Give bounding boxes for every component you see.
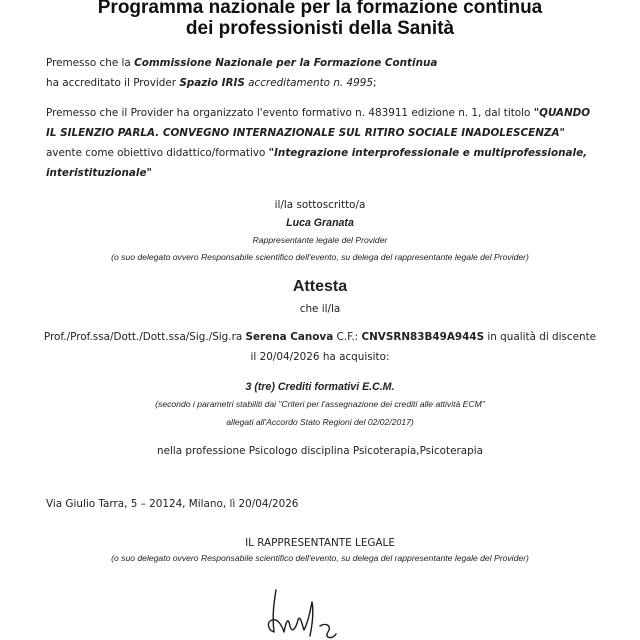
legal-rep-label: IL RAPPRESENTANTE LEGALE <box>245 537 395 549</box>
credits-note-1: (secondo i parametri stabiliti dai "Criteri per l'assegnazione dei crediti alle attività ECM" <box>155 399 485 409</box>
participant-role: in qualità di discente <box>484 331 597 343</box>
attesta-heading: Attesta <box>292 278 348 295</box>
legal-rep-note: (o suo delegato ovvero Responsabile scientifico dell'evento, su delega del rappresentante legale del Provider) <box>111 553 529 563</box>
accreditation-line-2 <box>46 73 598 93</box>
signatory-name: Luca Granata <box>286 217 354 229</box>
event-objective-intro: avente come obiettivo didattico/formativo <box>46 147 269 159</box>
profession-line: nella professione Psicologo disciplina Psicoterapia,Psicoterapia <box>156 445 483 457</box>
commission-name: Commissione Nazionale per la Formazione Continua <box>134 57 438 69</box>
event-intro: Premesso che il Provider ha organizzato l'evento formativo n. 483911 edizione n. 1, dal titolo <box>46 107 534 119</box>
credits-amount: 3 (tre) Crediti formativi E.C.M. <box>245 381 395 393</box>
participant-titles: Prof./Prof.ssa/Dott./Dott.ssa/Sig./Sig.ra <box>43 331 246 343</box>
accreditation-number: accreditamento n. 4995 <box>244 77 373 89</box>
title-line-2: dei professionisti della Sanità <box>185 18 455 39</box>
credits-note-2: allegati all'Accordo Stato Regioni del 02/02/2017) <box>226 417 414 427</box>
provider-name: Spazio IRIS <box>179 77 245 89</box>
place-date: Via Giulio Tarra, 5 – 20124, Milano, lì 20/04/2026 <box>46 498 299 510</box>
participant-name: Serena Canova <box>245 331 334 343</box>
participant-cf: CNVSRN83B49A944S <box>361 331 485 343</box>
accreditation-end: ; <box>372 77 377 89</box>
signatory-role: Rappresentante legale del Provider <box>252 235 388 245</box>
attesta-sub: che il/la <box>299 303 341 315</box>
signatory-delegate-note: (o suo delegato ovvero Responsabile scientifico dell'evento, su delega del rappresentante legale del Provider) <box>111 252 529 262</box>
participant-line <box>0 331 640 343</box>
title-line-1: Programma nazionale per la formazione continua <box>97 0 543 18</box>
event-title: "QUANDO IL SILENZIO PARLA. CONVEGNO INTERNAZIONALE SUL RITIRO SOCIALE INADOLESCENZA" <box>46 107 591 139</box>
provider-text: ha accreditato il Provider <box>46 77 180 89</box>
participant-date-line: il 20/04/2026 ha acquisito: <box>250 351 390 363</box>
signatory-label: il/la sottoscritto/a <box>274 199 366 211</box>
accreditation-line-1 <box>46 53 598 73</box>
accreditation-text: Premesso che la <box>46 57 135 69</box>
handwritten-signature <box>262 582 352 640</box>
event-paragraph <box>46 103 598 183</box>
accreditation-paragraph <box>46 53 598 93</box>
event-objective: "Integrazione interprofessionale e multiprofessionale, interistituzionale" <box>46 147 588 179</box>
cf-label: C.F.: <box>333 331 362 343</box>
